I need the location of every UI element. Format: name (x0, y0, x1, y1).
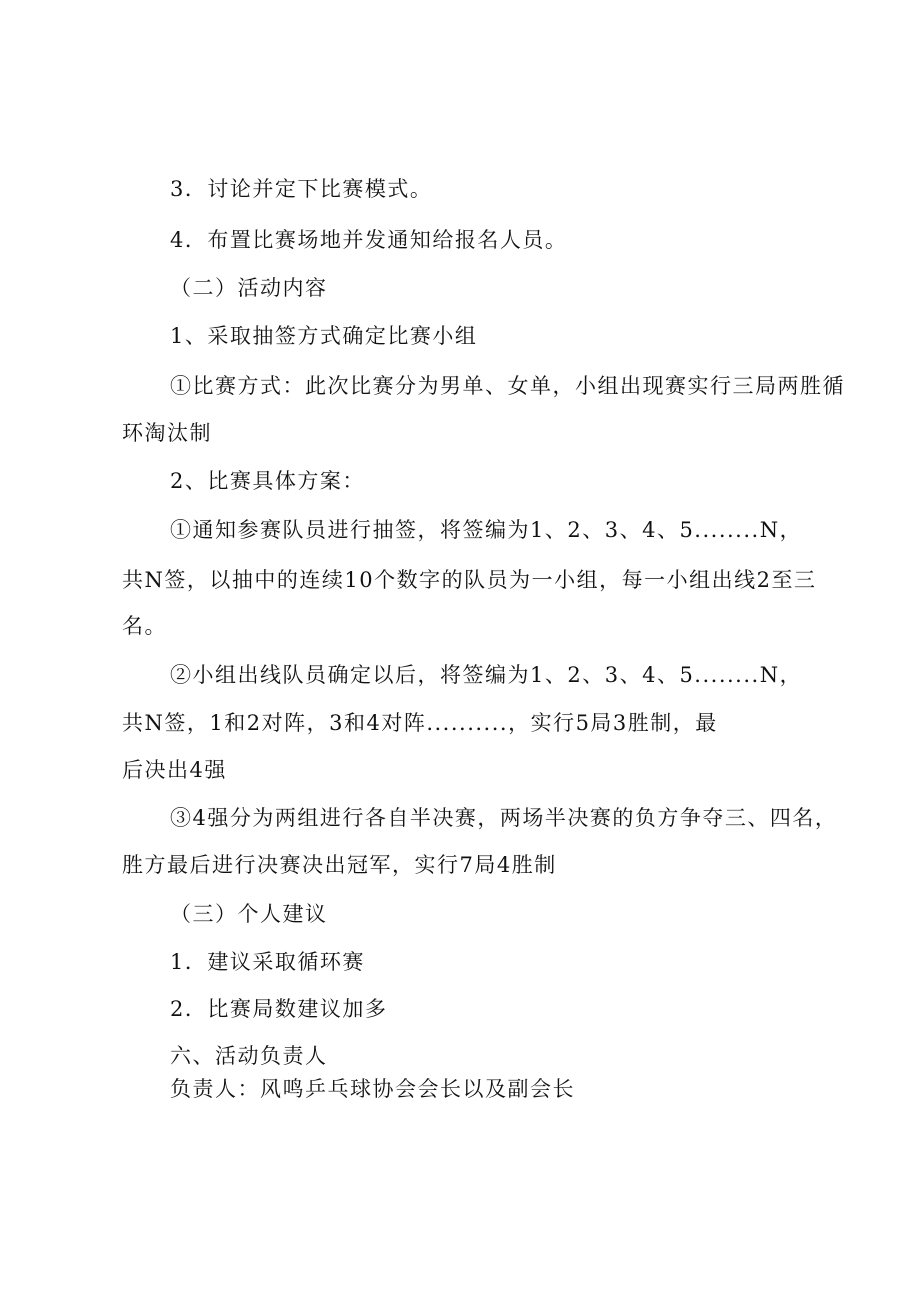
paragraph-semifinals-cont: 胜方最后进行决赛决出冠军，实行7局4胜制 (122, 853, 557, 877)
suggestion-1-line: 1．建议采取循环赛 (170, 950, 365, 974)
section-heading-responsible: 六、活动负责人 (170, 1044, 328, 1068)
paragraph-competition-format: ①比赛方式：此次比赛分为男单、女单，小组出现赛实行三局两胜循 (170, 374, 845, 398)
paragraph-draw-notice-cont: 共N签，以抽中的连续10个数字的队员为一小组，每一小组出线2至三 (122, 568, 817, 592)
item-1-line: 1、采取抽签方式确定比赛小组 (170, 324, 478, 348)
section-heading-activity-content: （二）活动内容 (170, 276, 328, 300)
item-2-line: 2、比赛具体方案： (170, 469, 365, 493)
paragraph-group-qualifiers: ②小组出线队员确定以后，将签编为1、2、3、4、5........N， (170, 663, 803, 687)
responsible-person-line: 负责人：风鸣乒乓球协会会长以及副会长 (170, 1077, 575, 1101)
paragraph-draw-notice: ①通知参赛队员进行抽签，将签编为1、2、3、4、5........N， (170, 518, 803, 542)
suggestion-2-line: 2．比赛局数建议加多 (170, 997, 388, 1021)
paragraph-draw-notice-end: 名。 (122, 614, 167, 638)
paragraph-group-qualifiers-cont: 共N签，1和2对阵，3和4对阵..........，实行5局3胜制，最 (122, 711, 718, 735)
paragraph-competition-format-cont: 环淘汰制 (122, 421, 212, 445)
step-4-line: 4．布置比赛场地并发通知给报名人员。 (170, 228, 568, 252)
step-3-line: 3．讨论并定下比赛模式。 (170, 177, 433, 201)
paragraph-semifinals: ③4强分为两组进行各自半决赛，两场半决赛的负方争夺三、四名， (170, 806, 838, 830)
section-heading-suggestions: （三）个人建议 (170, 902, 328, 926)
paragraph-group-qualifiers-end: 后决出4强 (122, 758, 227, 782)
